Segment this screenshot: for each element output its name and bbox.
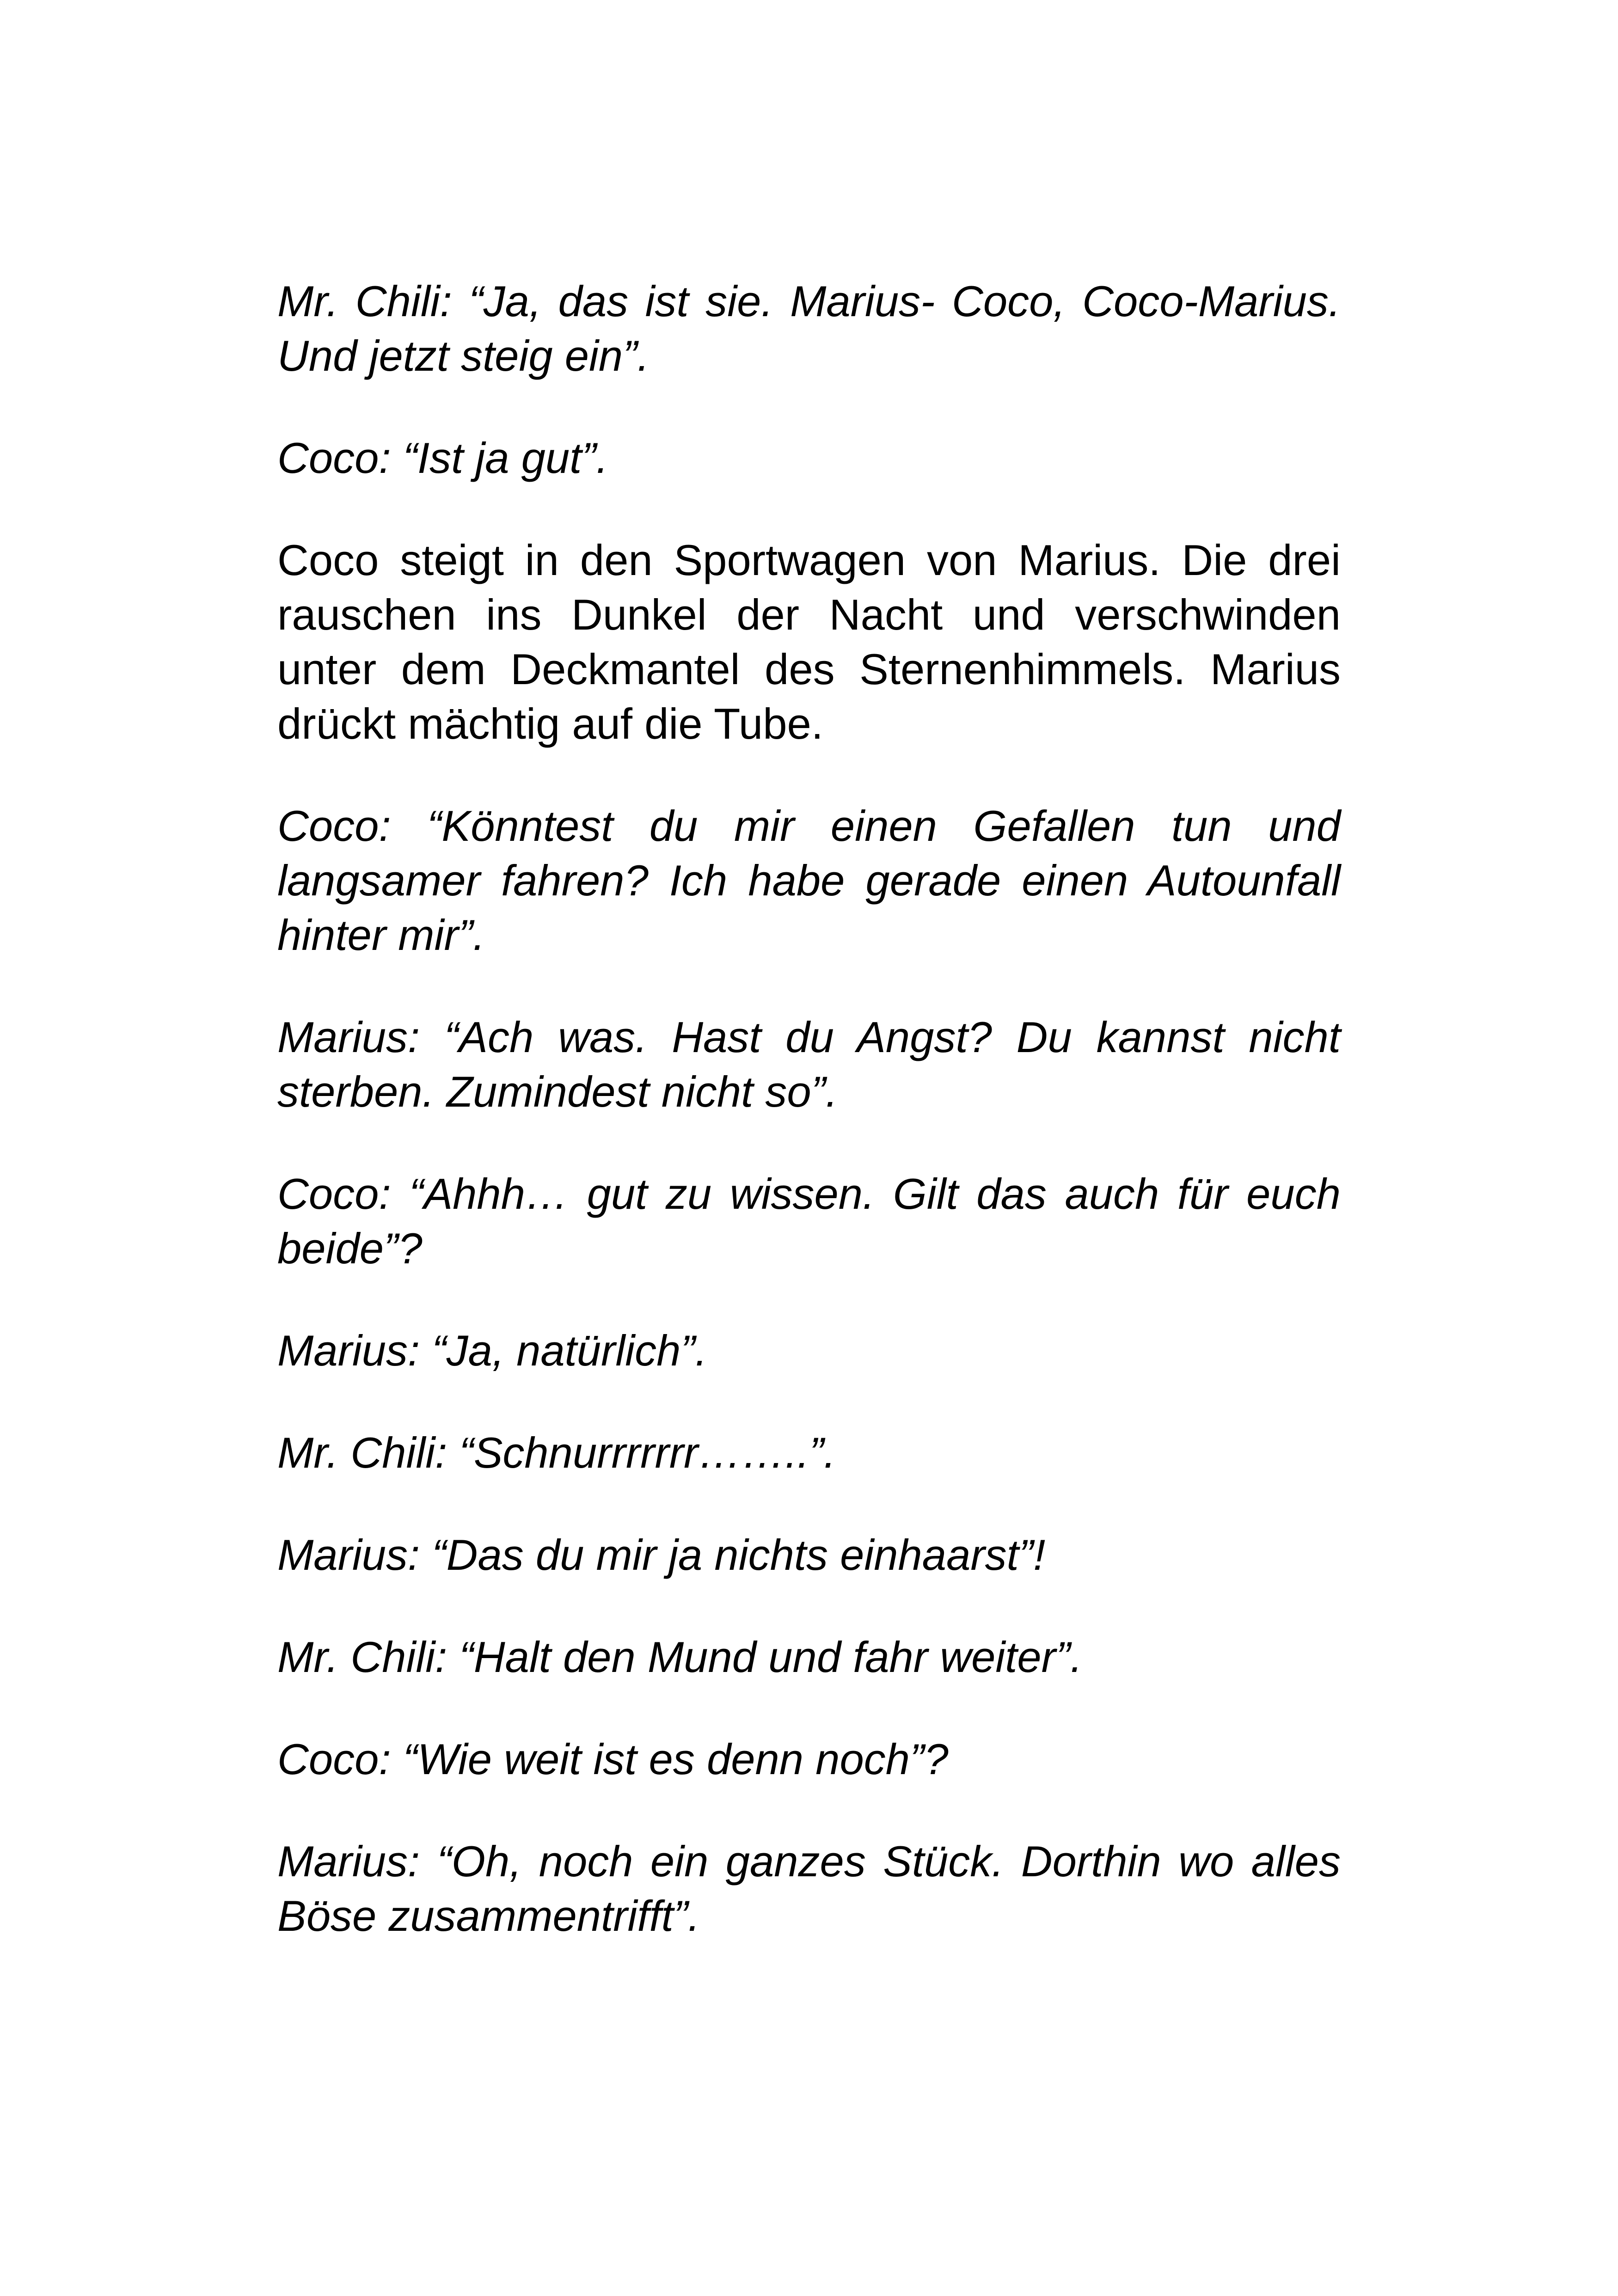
text-column bbox=[277, 274, 1341, 1991]
narration-paragraph: Coco steigt in den Sportwagen von Marius. Die drei rauschen ins Dunkel der Nacht und verschwinden unter dem Deckmantel des Sternenhimmels. Marius drückt mächtig auf die Tube. bbox=[277, 536, 1341, 748]
dialogue-paragraph: Mr. Chili: “Ja, das ist sie. Marius- Coco, Coco-Marius. Und jetzt steig ein”. bbox=[277, 277, 1341, 380]
dialogue-paragraph: Coco: “Ist ja gut”. bbox=[277, 434, 608, 482]
dialogue-paragraph: Marius: “Ja, natürlich”. bbox=[277, 1326, 707, 1375]
dialogue-paragraph: Marius: “Ach was. Hast du Angst? Du kannst nicht sterben. Zumindest nicht so”. bbox=[277, 1013, 1341, 1116]
dialogue-paragraph: Coco: “Ahhh… gut zu wissen. Gilt das auch für euch beide”? bbox=[277, 1169, 1341, 1273]
dialogue-paragraph: Coco: “Könntest du mir einen Gefallen tun und langsamer fahren? Ich habe gerade einen Autounfall hinter mir”. bbox=[277, 802, 1341, 959]
dialogue-paragraph: Marius: “Oh, noch ein ganzes Stück. Dorthin wo alles Böse zusammentrifft”. bbox=[277, 1837, 1341, 1940]
dialogue-paragraph: Marius: “Das du mir ja nichts einhaarst”! bbox=[277, 1531, 1046, 1579]
dialogue-paragraph: Mr. Chili: “Schnurrrrrrr……..”. bbox=[277, 1428, 836, 1477]
dialogue-paragraph: Coco: “Wie weit ist es denn noch”? bbox=[277, 1735, 949, 1783]
dialogue-paragraph: Mr. Chili: “Halt den Mund und fahr weiter”. bbox=[277, 1633, 1083, 1681]
